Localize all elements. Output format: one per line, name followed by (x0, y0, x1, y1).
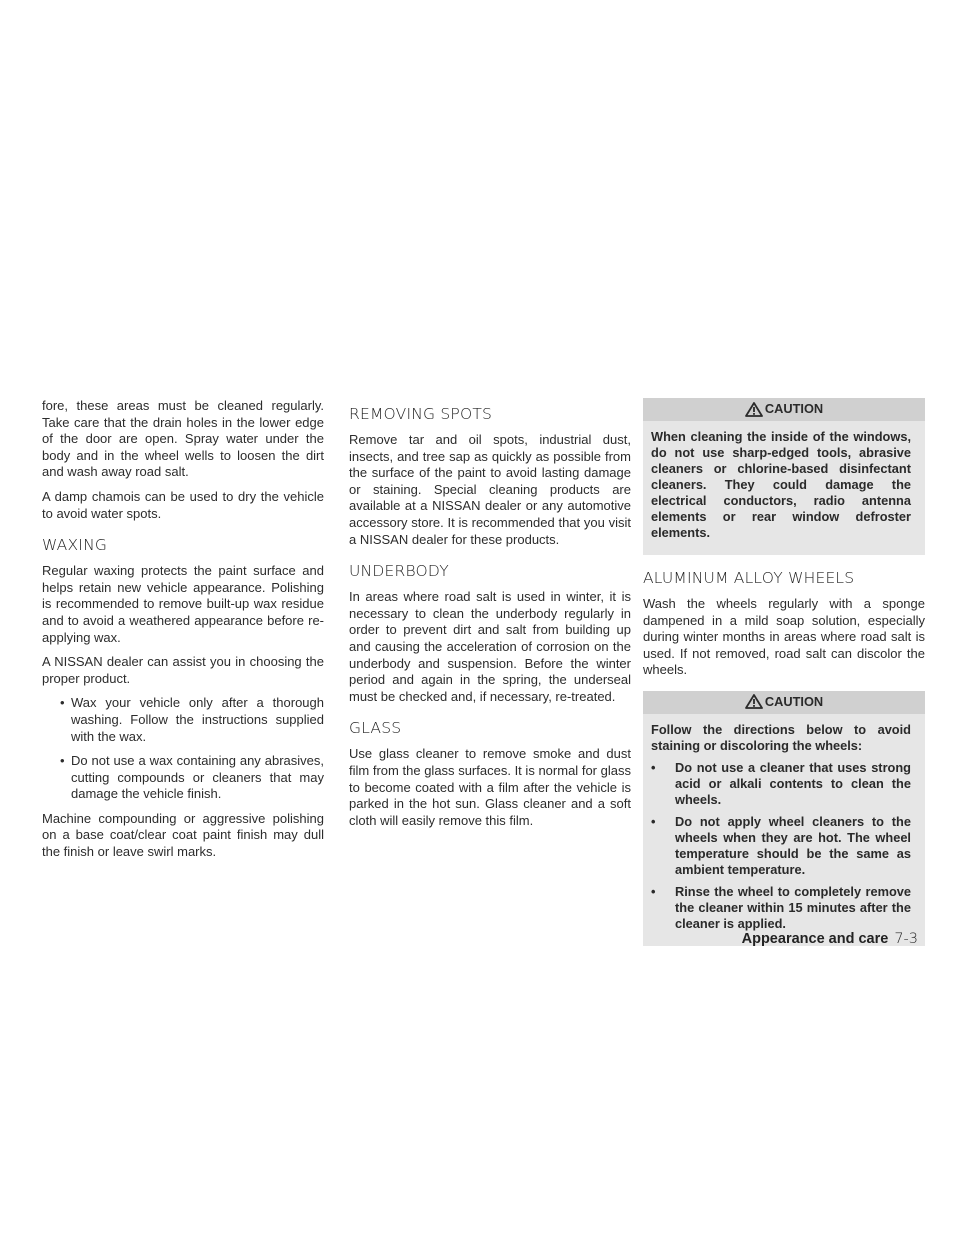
caution-body (643, 421, 925, 555)
paragraph: A NISSAN dealer can assist you in choosing the proper product. (42, 654, 324, 686)
list-item: • Do not apply wheel cleaners to the wheels when they are hot. The wheel temperature should be the same as ambient temperature. (651, 814, 911, 878)
caution-label: CAUTION (764, 401, 824, 416)
underbody-heading: UNDERBODY (349, 562, 449, 581)
caution-list (651, 760, 911, 932)
paragraph: Use glass cleaner to remove smoke and dust film from the glass surfaces. It is normal for glass to become coated with a film after the vehicle is parked in the hot sun. Glass cleaner and a soft cloth will easily remove this film. (349, 746, 631, 828)
caution-intro: Follow the directions below to avoid staining or discoloring the wheels: (651, 721, 911, 753)
paragraph: A damp chamois can be used to dry the vehicle to avoid water spots. (42, 488, 324, 521)
page-number: 7-3 (894, 931, 918, 947)
caution-header (643, 398, 925, 421)
paragraph: Regular waxing protects the paint surface and helps retain new vehicle appearance. Polishing is recommended to remove built-up wax residue and to avoid a weathered appearance before re-applying wax. (42, 563, 324, 645)
middle-column (349, 398, 631, 837)
glass-heading: GLASS (349, 719, 402, 738)
warning-triangle-icon (745, 402, 763, 417)
caution-label: CAUTION (764, 693, 824, 709)
paragraph: Wash the wheels regularly with a sponge dampened in a mild soap solution, especially during winter months in areas where road salt is used. If not removed, road salt can discolor the wheels. (643, 596, 925, 678)
caution-box (643, 691, 925, 946)
section-title: Appearance and care (741, 931, 889, 947)
wax-bullet-list (42, 695, 324, 803)
paragraph: fore, these areas must be cleaned regularly. Take care that the drain holes in the lower edge of the door are open. Spray water under the body and in the wheel wells to loosen the dirt and wash away road salt. (42, 398, 324, 480)
paragraph: Remove tar and oil spots, industrial dust, insects, and tree sap as quickly as possible from the surface of the paint to avoid lasting damage or staining. Special cleaning products are available at a NISSAN dealer or any automotive accessory store. It is recommended that you visit a NISSAN dealer for these products. (349, 432, 631, 547)
paragraph: In areas where road salt is used in winter, it is necessary to clean the underbody regularly in order to prevent dirt and salt from building up and causing the acceleration of corrosion on the underbody and suspension. Before the winter period and again in the spring, the underseal must be checked and, if necessary, re-treated. (349, 589, 631, 704)
list-item: • Rinse the wheel to completely remove the cleaner within 15 minutes after the cleaner is applied. (651, 884, 911, 932)
aluminum-wheels-heading: ALUMINUM ALLOY WHEELS (643, 569, 855, 587)
list-item: • Wax your vehicle only after a thorough washing. Follow the instructions supplied with the wax. (60, 695, 324, 745)
page-footer (742, 931, 918, 947)
paragraph: Machine compounding or aggressive polishing on a base coat/clear coat paint finish may dull the finish or leave swirl marks. (42, 810, 324, 860)
waxing-heading: WAXING (42, 536, 108, 555)
right-column (643, 398, 925, 958)
left-column (42, 398, 324, 869)
caution-box (643, 398, 925, 555)
caution-header (643, 691, 925, 714)
caution-text: When cleaning the inside of the windows, do not use sharp-edged tools, abrasive cleaners or chlorine-based disinfectant cleaners. They could damage the electrical conductors, radio antenna elements or rear window defroster elements. (651, 429, 911, 540)
list-item: • Do not use a cleaner that uses strong acid or alkali contents to clean the wheels. (651, 760, 911, 808)
removing-spots-heading: REMOVING SPOTS (349, 405, 493, 423)
caution-body (643, 714, 925, 946)
list-item: • Do not use a wax containing any abrasives, cutting compounds or cleaners that may damage the vehicle finish. (60, 753, 324, 803)
warning-triangle-icon (745, 694, 763, 709)
